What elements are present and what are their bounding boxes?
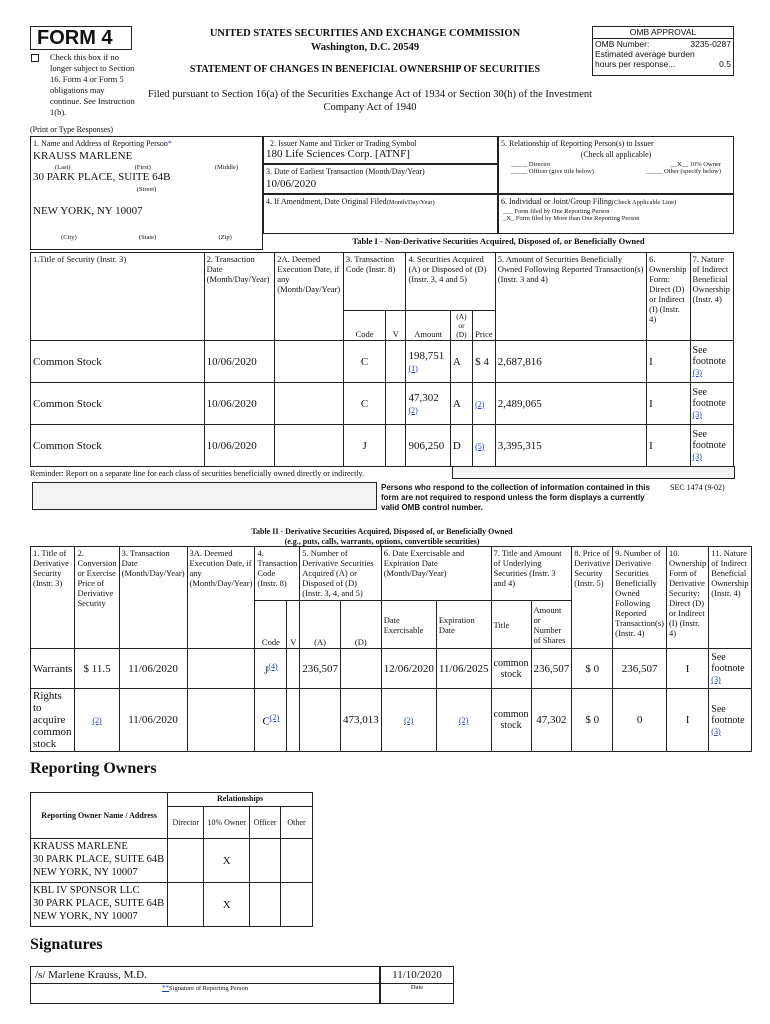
omb-number: 3235-0287	[690, 39, 731, 49]
t1-price-cell	[473, 341, 496, 383]
t2-exer-cell	[381, 649, 436, 689]
ro-name-cell	[31, 883, 168, 927]
ro-officer-cell	[250, 883, 281, 927]
amount: 47,302	[408, 391, 439, 404]
t2-h-conversion: 2. Conversion or Exercise Price of Derivative Security	[75, 547, 119, 649]
date-exercisable: 12/06/2020	[383, 662, 434, 675]
nature: See footnote	[692, 429, 726, 451]
t1-price-cell	[473, 383, 496, 425]
code-footnote-link[interactable]: (2)	[269, 713, 280, 723]
form-title: FORM 4	[37, 27, 113, 49]
t1-owned-cell	[495, 341, 646, 383]
t2-title-cell	[31, 689, 75, 752]
derivative-price: $ 0	[585, 662, 600, 675]
print-note: (Print or Type Responses)	[30, 125, 114, 134]
acquired-disposed: A	[452, 355, 461, 368]
ro-relationships-header: Relationships	[168, 793, 313, 807]
signer-name: /s/ Marlene Krauss, M.D.	[31, 967, 379, 984]
earliest-date: 10/06/2020	[266, 178, 317, 190]
relationship-box	[498, 136, 734, 194]
t2-utitle-cell	[491, 649, 531, 689]
omb-hours: 0.5	[719, 59, 731, 69]
t1-h-amount: Amount	[406, 311, 450, 341]
omb-burden-label: Estimated average burden	[595, 49, 695, 59]
ro-owner-cell	[204, 839, 250, 883]
box6-sub: (Check Applicable Line)	[611, 199, 677, 206]
ro-director-cell	[168, 883, 204, 927]
filed-pursuant: Filed pursuant to Section 16(a) of the Securities Exchange Act of 1934 or Section 30(h) of the Investment Company Act of 1940	[147, 89, 593, 113]
owner-option: __X__ 10% Owner	[670, 161, 721, 168]
date-box	[380, 966, 454, 1004]
t2-exp-cell	[436, 649, 491, 689]
price-footnote-link[interactable]: (5)	[475, 441, 485, 451]
table-row	[31, 649, 752, 689]
table2-subtitle: (e.g., puts, calls, warrants, options, convertible securities)	[284, 537, 480, 546]
t2-h-ownership: 10. Ownership Form of Derivative Security: Direct (D) or Indirect (I) (Instr. 4)	[666, 547, 708, 649]
table-row	[31, 839, 313, 883]
t2-h-nature: 11. Nature of Indirect Beneficial Ownership (Instr. 4)	[709, 547, 751, 649]
t2-uamt-cell	[531, 649, 572, 689]
amount-owned: 2,489,065	[497, 397, 542, 410]
transaction-date: 10/06/2020	[206, 355, 257, 368]
t1-nature-cell	[690, 425, 733, 467]
t2-nature-cell	[709, 649, 751, 689]
t1-aord-cell	[450, 425, 472, 467]
t1-h-code: 3. Transaction Code (Instr. 8)	[343, 253, 406, 311]
derivative-owned: 0	[636, 714, 643, 726]
t2-exp-cell	[436, 689, 491, 752]
table2-title: Table II - Derivative Securities Acquired, Disposed of, or Beneficially Owned	[251, 527, 513, 536]
nature: See footnote	[711, 703, 745, 726]
issuer-box	[263, 136, 498, 164]
t2-d-cell	[340, 689, 381, 752]
underlying-title: common stock	[493, 657, 529, 680]
filing-more: _X_ Form filed by More than One Reporting Person	[503, 215, 640, 222]
t2-title-cell	[31, 649, 75, 689]
box4-label: 4. If Amendment, Date Original Filed	[266, 197, 387, 206]
reminder: Reminder: Report on a separate line for each class of securities beneficially owned directly or indirectly.	[30, 469, 365, 478]
t2-d-cell	[340, 649, 381, 689]
ownership-form: I	[685, 662, 690, 675]
omb-hours-label: hours per response...	[595, 59, 676, 69]
t2-deemed-cell	[187, 689, 255, 752]
underlying-title: common stock	[493, 709, 529, 731]
table-row	[31, 383, 734, 425]
code-footnote-link[interactable]: (4)	[268, 661, 278, 671]
signature-box	[30, 966, 380, 1004]
no-longer-subject-checkbox[interactable]	[31, 54, 39, 62]
t2-date-cell	[119, 649, 187, 689]
t1-price-cell	[473, 425, 496, 467]
middle-label: (Middle)	[214, 164, 238, 171]
box1-label: 1. Name and Address of Reporting Person	[33, 139, 168, 148]
nature: See footnote	[692, 387, 726, 409]
agency-location: Washington, D.C. 20549	[310, 42, 420, 53]
state-label: (State)	[138, 234, 157, 241]
persons-note: Persons who respond to the collection of information contained in this form are not required to respond unless the form displays a currently valid OMB control number.	[381, 483, 650, 512]
owner-name: KBL IV SPONSOR LLC	[33, 885, 140, 896]
t1-amount-cell	[406, 383, 450, 425]
amount-footnote-link[interactable]: (2)	[408, 405, 418, 415]
acquired-disposed: D	[452, 439, 461, 452]
ro-officer-header: Officer	[250, 807, 281, 839]
table1-title: Table I - Non-Derivative Securities Acquired, Disposed of, or Beneficially Owned	[352, 236, 645, 246]
street-address: 30 PARK PLACE, SUITE 64B	[33, 171, 171, 183]
t1-h-deemed: 2A. Deemed Execution Date, if any (Month/Day/Year)	[275, 253, 344, 341]
issuer-name: 180 Life Sciences Corp. [ATNF]	[266, 148, 410, 160]
t2-h-deemed: 3A. Deemed Execution Date, if any (Month/Day/Year)	[187, 547, 255, 649]
t1-h-code-sub: Code	[343, 311, 385, 341]
owner-mark: X	[222, 854, 231, 867]
t1-code-cell	[343, 425, 385, 467]
derivative-title: Rights to acquire common stock	[33, 690, 72, 750]
ro-officer-cell	[250, 839, 281, 883]
amount-owned: 3,395,315	[497, 439, 542, 452]
nature-footnote-link[interactable]: (3)	[711, 675, 721, 684]
t1-nature-cell	[690, 341, 733, 383]
underlying-amount: 236,507	[533, 662, 570, 675]
nature-footnote-link[interactable]: (3)	[711, 726, 721, 736]
amendment-box	[263, 194, 498, 234]
form-title-box	[30, 26, 132, 50]
t2-h-price: 8. Price of Derivative Security (Instr. 5)	[572, 547, 613, 649]
zip-label: (Zip)	[218, 234, 232, 241]
t1-date-cell	[204, 425, 275, 467]
t1-deemed-cell	[275, 383, 344, 425]
table-row	[31, 883, 313, 927]
t1-aord-cell	[450, 383, 472, 425]
table-derivative	[30, 546, 752, 752]
filing-one: ___ Form filed by One Reporting Person	[503, 208, 610, 215]
t2-nature-cell	[709, 689, 751, 752]
t2-a-cell	[300, 689, 341, 752]
t2-price-cell	[75, 689, 119, 752]
t2-owned-cell	[613, 649, 667, 689]
t2-form-cell	[666, 649, 708, 689]
sec-number: SEC 1474 (9-02)	[670, 483, 725, 492]
t1-amount-cell	[406, 341, 450, 383]
ownership-form: I	[649, 397, 653, 410]
table-non-derivative	[30, 252, 734, 467]
t1-h-nature: 7. Nature of Indirect Beneficial Ownership (Instr. 4)	[690, 253, 733, 341]
t2-h-owned: 9. Number of Derivative Securities Beneficially Owned Following Reported Transaction(s) (Instr. 4)	[613, 547, 667, 649]
amount-footnote-link[interactable]: (1)	[408, 363, 418, 373]
t2-exer-cell	[381, 689, 436, 752]
ro-other-cell	[281, 883, 313, 927]
t2-h-date: 3. Transaction Date (Month/Day/Year)	[119, 547, 187, 649]
signature-date: 11/10/2020	[381, 967, 453, 984]
ro-owner-cell	[204, 883, 250, 927]
omb-number-label: OMB Number:	[595, 39, 650, 49]
t2-deemed-cell	[187, 649, 255, 689]
director-option: _____ Director	[511, 161, 551, 168]
table-row	[31, 425, 734, 467]
nature-footnote-link[interactable]: (3)	[692, 368, 702, 377]
omb-title: OMB APPROVAL	[593, 27, 733, 39]
t1-h-aord: (A) or (D)	[450, 311, 472, 341]
t1-v-cell	[386, 425, 406, 467]
t2-utitle-cell	[491, 689, 531, 752]
t2-a-cell	[300, 649, 341, 689]
t1-date-cell	[204, 341, 275, 383]
owner-mark: X	[222, 898, 231, 911]
t2-code-cell	[255, 649, 287, 689]
t1-v-cell	[386, 341, 406, 383]
transaction-code: J	[362, 439, 367, 452]
t2-price-cell	[75, 649, 119, 689]
disposed: 473,013	[342, 714, 379, 726]
t2-form-cell	[666, 689, 708, 752]
nature-footnote-link[interactable]: (3)	[692, 410, 702, 419]
first-label: (First)	[134, 164, 151, 171]
derivative-owned: 236,507	[621, 662, 658, 675]
ownership-form: I	[649, 439, 653, 452]
t2-h-utitle: Title	[491, 601, 531, 649]
nature-footnote-link[interactable]: (3)	[692, 452, 702, 461]
t2-h-underlying: 7. Title and Amount of Underlying Securities (Instr. 3 and 4)	[491, 547, 572, 601]
last-label: (Last)	[55, 164, 71, 171]
conversion-price: $ 11.5	[83, 662, 111, 675]
t1-amount-cell	[406, 425, 450, 467]
acquired-disposed: A	[452, 397, 461, 410]
signature-label: Signature of Reporting Person	[169, 985, 248, 992]
nature: See footnote	[711, 652, 745, 674]
checkbox-note: Check this box if no longer subject to Section 16. Form 4 or Form 5 obligations may continue. See Instruction 1(b).	[50, 52, 135, 117]
earliest-date-box	[263, 164, 498, 194]
t2-dprice-cell	[572, 689, 613, 752]
t2-h-exercisable: 6. Date Exercisable and Expiration Date (Month/Day/Year)	[381, 547, 491, 601]
expiration-date: 11/06/2025	[438, 662, 489, 675]
ro-director-header: Director	[168, 807, 204, 839]
t2-h-date-exercisable: Date Exercisable	[381, 601, 436, 649]
statement-title: STATEMENT OF CHANGES IN BENEFICIAL OWNERSHIP OF SECURITIES	[189, 64, 541, 75]
t2-h-code-sub: Code	[255, 601, 287, 649]
filing-type-box	[498, 194, 734, 234]
transaction-date: 10/06/2020	[206, 397, 257, 410]
t2-h-a: (A)	[300, 601, 341, 649]
date-label: Date	[410, 984, 424, 991]
reporting-person-box	[30, 136, 263, 250]
price: $ 4	[475, 355, 489, 368]
agency-name: UNITED STATES SECURITIES AND EXCHANGE COMMISSION	[209, 28, 521, 39]
reporting-person-name: KRAUSS MARLENE	[33, 150, 133, 162]
t1-form-cell	[647, 341, 690, 383]
t1-nature-cell	[690, 383, 733, 425]
box1-star: *	[167, 139, 172, 148]
table-row	[31, 341, 734, 383]
acquired: 236,507	[302, 662, 338, 675]
t1-form-cell	[647, 425, 690, 467]
t1-title-cell	[31, 341, 205, 383]
box6-label: 6. Individual or Joint/Group Filing	[501, 197, 612, 206]
owner-name: KRAUSS MARLENE	[33, 841, 128, 852]
t2-h-v: V	[287, 601, 300, 649]
t1-code-cell	[343, 383, 385, 425]
transaction-code: C	[360, 397, 369, 410]
amount: 906,250	[408, 439, 445, 452]
t1-form-cell	[647, 383, 690, 425]
t1-h-date: 2. Transaction Date (Month/Day/Year)	[204, 253, 275, 341]
derivative-title: Warrants	[33, 662, 73, 675]
transaction-date: 11/06/2020	[128, 714, 178, 726]
t1-h-ownership: 6. Ownership Form: Direct (D) or Indirect (I) (Instr. 4)	[647, 253, 690, 341]
t2-v-cell	[287, 649, 300, 689]
owner-city: NEW YORK, NY 10007	[33, 867, 138, 878]
price-footnote-link[interactable]: (2)	[475, 399, 485, 409]
transaction-code: C	[360, 355, 369, 368]
t1-owned-cell	[495, 425, 646, 467]
box5-label: 5. Relationship of Reporting Person(s) to Issuer	[501, 139, 654, 148]
ownership-form: I	[649, 355, 653, 368]
transaction-code: J	[264, 664, 269, 677]
city-label: (City)	[61, 234, 77, 241]
street-label: (Street)	[136, 186, 157, 193]
box5-sub: (Check all applicable)	[580, 150, 652, 159]
t2-h-code: 4. Transaction Code (Instr. 8)	[255, 547, 300, 601]
t2-uamt-cell	[531, 689, 572, 752]
owner-street: 30 PARK PLACE, SUITE 64B	[33, 854, 165, 865]
ro-name-cell	[31, 839, 168, 883]
t1-date-cell	[204, 383, 275, 425]
t2-owned-cell	[613, 689, 667, 752]
owner-city: NEW YORK, NY 10007	[33, 911, 138, 922]
t2-h-title: 1. Title of Derivative Security (Instr. 3)	[31, 547, 75, 649]
city-address: NEW YORK, NY 10007	[33, 205, 143, 217]
derivative-price: $ 0	[585, 714, 600, 726]
ro-owner-header: 10% Owner	[204, 807, 250, 839]
t1-title-cell	[31, 383, 205, 425]
t1-h-v: V	[386, 311, 406, 341]
transaction-date: 11/06/2020	[128, 662, 178, 675]
officer-option: _____ Officer (give title below)	[511, 168, 594, 175]
transaction-code: C	[262, 715, 270, 728]
t2-v-cell	[287, 689, 300, 752]
blank-field	[32, 482, 377, 510]
table-row	[31, 689, 752, 752]
reporting-owners-heading: Reporting Owners	[30, 760, 157, 777]
t1-h-title: 1.Title of Security (Instr. 3)	[31, 253, 205, 341]
nature: See footnote	[692, 345, 726, 367]
box2-label: 2. Issuer Name and Ticker or Trading Symbol	[270, 139, 417, 148]
t1-h-securities: 4. Securities Acquired (A) or Disposed of (D) (Instr. 3, 4 and 5)	[406, 253, 495, 311]
ro-other-header: Other	[281, 807, 313, 839]
signature-stars[interactable]: **	[162, 984, 170, 992]
transaction-date: 10/06/2020	[206, 439, 257, 452]
t2-h-d: (D)	[340, 601, 381, 649]
t2-date-cell	[119, 689, 187, 752]
ro-director-cell	[168, 839, 204, 883]
security-title: Common Stock	[33, 355, 102, 368]
owner-street: 30 PARK PLACE, SUITE 64B	[33, 898, 165, 909]
underlying-amount: 47,302	[536, 714, 567, 726]
t1-v-cell	[386, 383, 406, 425]
box4-sub: (Month/Day/Year)	[386, 199, 435, 206]
t2-dprice-cell	[572, 649, 613, 689]
security-title: Common Stock	[33, 397, 102, 410]
ownership-form: I	[685, 714, 690, 726]
t1-code-cell	[343, 341, 385, 383]
reminder-field	[452, 466, 735, 479]
t1-h-price: Price	[473, 311, 496, 341]
t1-title-cell	[31, 425, 205, 467]
t2-h-uamount: Amount or Number of Shares	[531, 601, 572, 649]
t2-h-number: 5. Number of Derivative Securities Acquired (A) or Disposed of (D) (Instr. 3, 4, and 5)	[300, 547, 382, 601]
other-option: _____ Other (specify below)	[646, 168, 721, 175]
amount-owned: 2,687,816	[497, 355, 542, 368]
omb-approval-box	[592, 26, 734, 76]
exercisable-footnote-link[interactable]: (2)	[404, 716, 414, 725]
box3-label: 3. Date of Earliest Transaction (Month/Day/Year)	[266, 167, 425, 176]
amount: 198,751	[408, 349, 445, 362]
ro-name-header: Reporting Owner Name / Address	[31, 793, 168, 839]
t1-owned-cell	[495, 383, 646, 425]
t1-h-amount-owned: 5. Amount of Securities Beneficially Owned Following Reported Transaction(s) (Instr. 3 and 4)	[495, 253, 646, 341]
t1-deemed-cell	[275, 341, 344, 383]
ro-other-cell	[281, 839, 313, 883]
t1-aord-cell	[450, 341, 472, 383]
security-title: Common Stock	[33, 439, 102, 452]
t2-code-cell	[255, 689, 287, 752]
t2-h-expiration: Expiration Date	[436, 601, 491, 649]
conversion-footnote-link[interactable]: (2)	[92, 716, 102, 725]
signatures-heading: Signatures	[30, 936, 103, 953]
expiration-footnote-link[interactable]: (2)	[459, 716, 469, 725]
t1-deemed-cell	[275, 425, 344, 467]
reporting-owners-table	[30, 792, 313, 927]
